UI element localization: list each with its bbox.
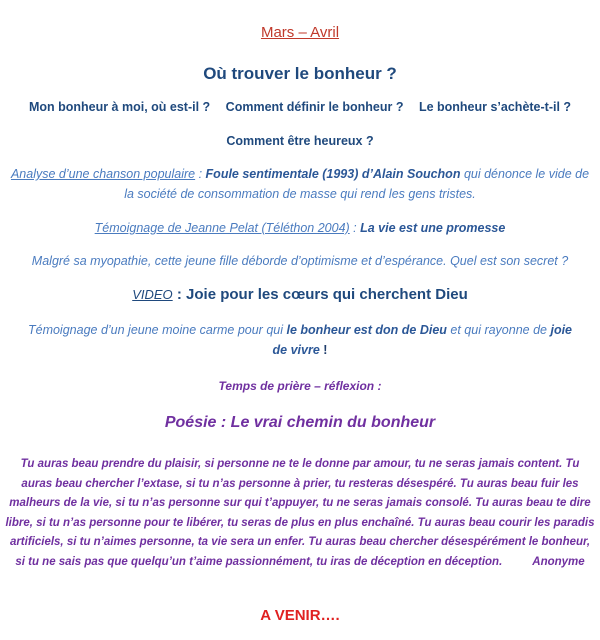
- analyse-text: qui dénonce le vide de la société de consommation de masse qui rend les gens tristes.: [124, 167, 590, 201]
- poesie-title: Poésie : Le vrai chemin du bonheur: [164, 414, 436, 431]
- video-line: [0, 286, 600, 303]
- poem-text: [4, 455, 596, 572]
- question-4: Comment être heureux ?: [226, 134, 374, 148]
- temoignage-link[interactable]: Témoignage de Jeanne Pelat (Téléthon 2004): [94, 221, 350, 235]
- analyse-paragraph: [6, 164, 594, 204]
- temoignage2-paragraph: [20, 320, 580, 360]
- period-subtitle: Mars – Avril: [260, 24, 340, 41]
- questions-row: [0, 100, 600, 114]
- temoignage2-end: !: [319, 343, 328, 357]
- analyse-link[interactable]: Analyse d’une chanson populaire: [10, 167, 196, 181]
- a-venir-text: A VENIR….: [260, 607, 340, 624]
- temoignage-paragraph: [0, 218, 600, 238]
- question-3: Le bonheur s’achète-t-il ?: [418, 100, 572, 114]
- poem-author: Anonyme: [532, 555, 585, 568]
- song-title: Foule sentimentale (1993) d’Alain Souchon: [205, 167, 461, 181]
- temoignage-sep: :: [349, 221, 361, 235]
- question-1: Mon bonheur à moi, où est-il ?: [28, 100, 211, 114]
- myopathie-text: Malgré sa myopathie, cette jeune fille déborde d’optimisme et d’espérance. Quel est son secret ?: [31, 254, 569, 268]
- temoignage-title: La vie est une promesse: [360, 221, 506, 235]
- temoignage2-bold-1: le bonheur est don de Dieu: [286, 323, 447, 337]
- temoignage2-text-1: Témoignage d’un jeune moine carme pour qui: [27, 323, 287, 337]
- page-title: Où trouver le bonheur ?: [203, 64, 397, 83]
- video-title: Joie pour les cœurs qui cherchent Dieu: [186, 286, 468, 303]
- video-sep: :: [172, 286, 187, 303]
- priere-heading: Temps de prière – réflexion :: [218, 379, 382, 393]
- analyse-sep: :: [195, 167, 206, 181]
- question-2: Comment définir le bonheur ?: [225, 100, 404, 114]
- temoignage2-bold-2: joie de vivre: [272, 323, 573, 357]
- video-link[interactable]: VIDEO: [132, 287, 173, 302]
- temoignage2-text-2: et qui rayonne de: [446, 323, 551, 337]
- poem-body: Tu auras beau prendre du plaisir, si personne ne te le donne par amour, tu ne seras jamais content. Tu auras beau chercher l’extase, si tu n’as personne à prier, tu resteras désespéré. Tu auras beau fuir les malheurs de la vie, si tu n’as personne sur qui t’appuyer, tu ne seras jamais consolé. Tu auras beau te dire libre, si tu n’as personne pour te libérer, tu seras de plus en plus enchaîné. Tu auras beau courir les paradis artificiels, si tu n’aimes personne, ta vie sera un enfer. Tu auras beau chercher désespérément le bonheur, si tu ne sais pas que quelqu’un t’aime passionnément, tu iras de déception en déception.: [5, 458, 595, 568]
